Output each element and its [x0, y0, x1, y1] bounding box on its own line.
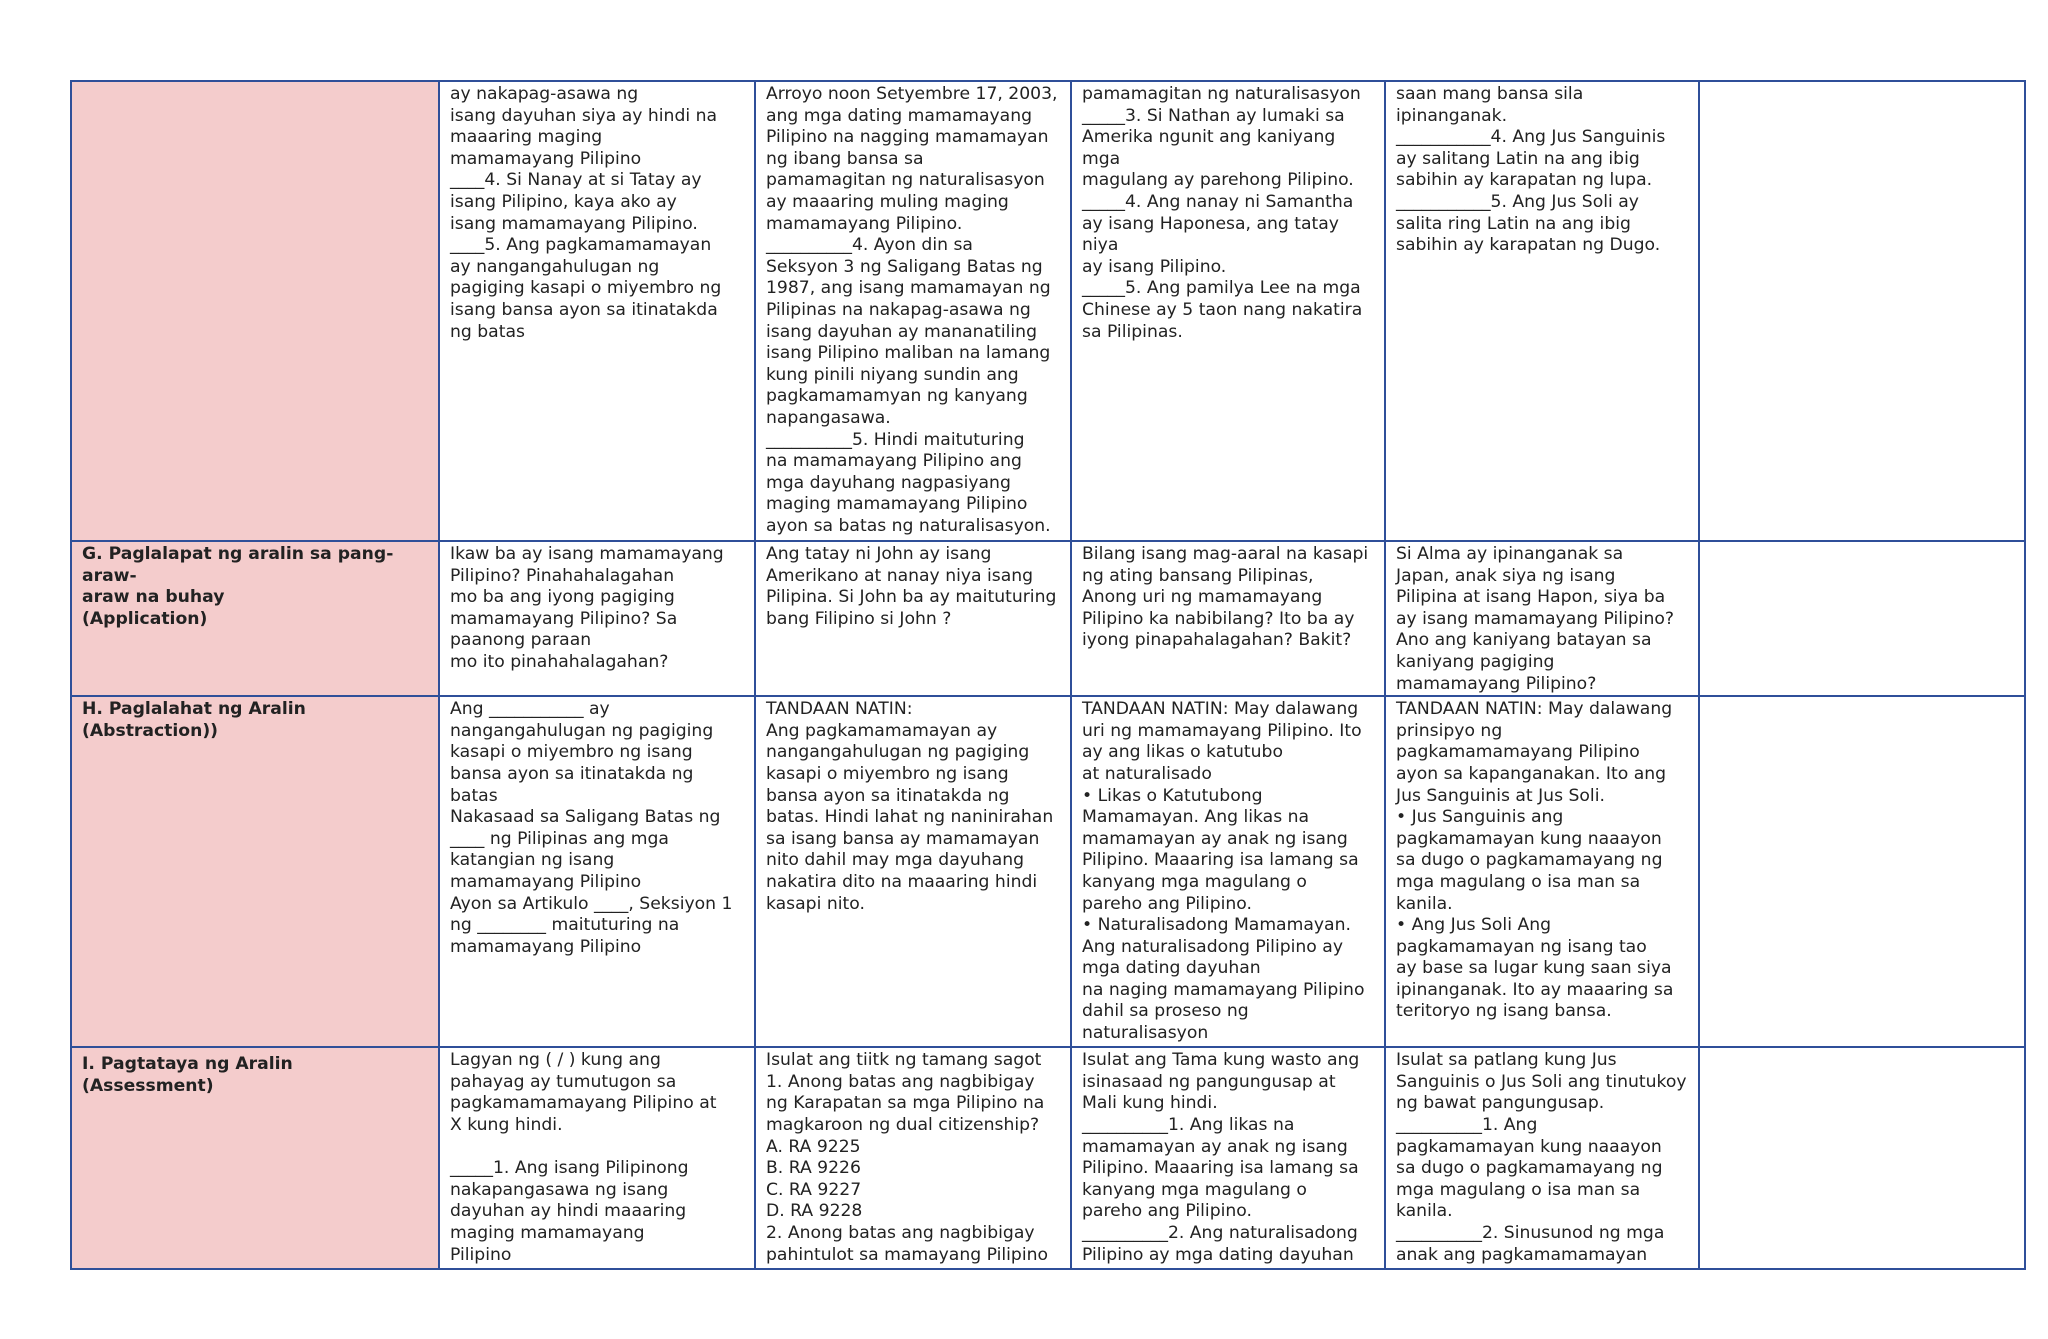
cell-text: TANDAAN NATIN: May dalawang uri ng mamamayang Pilipino. Ito ay ang likas o katutubo at naturalisado • Likas o Katutubong Mamamayan. Ang likas na mamamayan ay anak ng isang Pilipino. Maaaring isa lamang sa kanyang mga magulang o pareho ang Pilipino. • Naturalisadong Mamamayan. Ang naturalisadong Pilipino ay mga dating dayuhan na naging mamamayang Pilipino dahil sa proseso ng naturalisasyon	[1082, 699, 1365, 1044]
table-cell	[1071, 541, 1385, 696]
cell-text: Ikaw ba ay isang mamamayang Pilipino? Pinahahalagahan mo ba ang iyong pagiging mamamayang Pilipino? Sa paanong paraan mo ito pinahahalagahan?	[450, 544, 724, 672]
cell-text: Lagyan ng ( / ) kung ang pahayag ay tumutugon sa pagkamamamayang Pilipino at X kung hindi. _____1. Ang isang Pilipinong nakapangasawa ng isang dayuhan ay hindi maaaring maging mamamayang Pilipino	[450, 1050, 717, 1265]
row-label-application: G. Paglalapat ng aralin sa pang-araw- araw na buhay (Application)	[82, 544, 394, 629]
row-label-cell	[71, 1047, 439, 1269]
table-cell	[1385, 541, 1699, 696]
table-row	[71, 1047, 2025, 1269]
table-cell	[1385, 1047, 1699, 1269]
table-cell	[1071, 1047, 1385, 1269]
cell-text: Ang ___________ ay nangangahulugan ng pagiging kasapi o miyembro ng isang bansa ayon sa itinatakda ng batas Nakasaad sa Saligang Batas ng ____ ng Pilipinas ang mga katangian ng isang mamamayang Pilipino Ayon sa Artikulo ____, Seksiyon 1 ng ________ maituturing na mamamayang Pilipino	[450, 699, 733, 957]
row-label-abstraction: H. Paglalahat ng Aralin (Abstraction))	[82, 699, 306, 741]
table-cell	[1699, 1047, 2025, 1269]
table-cell	[755, 541, 1071, 696]
row-label-cell	[71, 696, 439, 1047]
cell-text: Isulat sa patlang kung Jus Sanguinis o Jus Soli ang tinutukoy ng bawat pangungusap. __________1. Ang pagkamamayan kung naaayon sa dugo o pagkamamayang ng mga magulang o isa man sa kanila. __________2. Sinusunod ng mga anak ang pagkamamamayan	[1396, 1050, 1687, 1265]
cell-text: Isulat ang tiitk ng tamang sagot 1. Anong batas ang nagbibigay ng Karapatan sa mga Pilipino na magkaroon ng dual citizenship? A. RA 9225 B. RA 9226 C. RA 9227 D. RA 9228 2. Anong batas ang nagbibigay pahintulot sa mamayang Pilipino	[766, 1050, 1049, 1265]
table-cell	[1699, 696, 2025, 1047]
lesson-plan-table	[70, 80, 2026, 1270]
table-row	[71, 81, 2025, 541]
table-cell	[1699, 541, 2025, 696]
cell-text: Arroyo noon Setyembre 17, 2003, ang mga dating mamamayang Pilipino na nagging mamamayan ng ibang bansa sa pamamagitan ng naturalisasyon ay maaaring muling maging mamamayang Pilipino. __________4. Ayon din sa Seksyon 3 ng Saligang Batas ng 1987, ang isang mamamayan ng Pilipinas na nakapag-asawa ng isang dayuhan ay mananatiling isang Pilipino maliban na lamang kung pinili niyang sundin ang pagkamamamyan ng kanyang napangasawa. __________5. Hindi maituturing na mamamayang Pilipino ang mga dayuhang nagpasiyang maging mamamayang Pilipino ayon sa batas ng naturalisasyon.	[766, 84, 1058, 536]
table-cell	[1385, 696, 1699, 1047]
table-cell	[439, 541, 755, 696]
cell-text: Ang tatay ni John ay isang Amerikano at nanay niya isang Pilipina. Si John ba ay maituturing bang Filipino si John ?	[766, 544, 1057, 629]
cell-text: Bilang isang mag-aaral na kasapi ng ating bansang Pilipinas, Anong uri ng mamamayang Pilipino ka nabibilang? Ito ba ay iyong pinapahalagahan? Bakit?	[1082, 544, 1369, 651]
table-row	[71, 541, 2025, 696]
table-cell	[1385, 81, 1699, 541]
cell-text: ay nakapag-asawa ng isang dayuhan siya ay hindi na maaaring maging mamamayang Pilipino ____4. Si Nanay at si Tatay ay isang Pilipino, kaya ako ay isang mamamayang Pilipino. ____5. Ang pagkamamamayan ay nangangahulugan ng pagiging kasapi o miyembro ng isang bansa ayon sa itinatakda ng batas	[450, 84, 722, 342]
row-label-cell	[71, 81, 439, 541]
cell-text: TANDAAN NATIN: May dalawang prinsipyo ng pagkamamamayang Pilipino ayon sa kapanganakan. Ito ang Jus Sanguinis at Jus Soli. • Jus Sanguinis ang pagkamamayan kung naaayon sa dugo o pagkamamayang ng mga magulang o isa man sa kanila. • Ang Jus Soli Ang pagkamamayan ng isang tao ay base sa lugar kung saan siya ipinanganak. Ito ay maaaring sa teritoryo ng isang bansa.	[1396, 699, 1674, 1022]
table-cell	[439, 1047, 755, 1269]
row-label-assessment: I. Pagtataya ng Aralin (Assessment)	[82, 1054, 293, 1096]
table-row	[71, 696, 2025, 1047]
table-cell	[1699, 81, 2025, 541]
table-cell	[755, 81, 1071, 541]
table-cell	[755, 696, 1071, 1047]
table-cell	[439, 81, 755, 541]
cell-text: TANDAAN NATIN: Ang pagkamamamayan ay nangangahulugan ng pagiging kasapi o miyembro ng isang bansa ayon sa itinatakda ng batas. Hindi lahat ng naninirahan sa isang bansa ay mamamayan nito dahil may mga dayuhang nakatira dito na maaaring hindi kasapi nito.	[766, 699, 1054, 914]
table-cell	[755, 1047, 1071, 1269]
cell-text: saan mang bansa sila ipinanganak. ___________4. Ang Jus Sanguinis ay salitang Latin na ang ibig sabihin ay karapatan ng lupa. ___________5. Ang Jus Soli ay salita ring Latin na ang ibig sabihin ay karapatan ng Dugo.	[1396, 84, 1666, 256]
table-cell	[439, 696, 755, 1047]
table-cell	[1071, 81, 1385, 541]
cell-text: Isulat ang Tama kung wasto ang isinasaad ng pangungusap at Mali kung hindi. __________1. Ang likas na mamamayan ay anak ng isang Pilipino. Maaaring isa lamang sa kanyang mga magulang o pareho ang Pilipino. __________2. Ang naturalisadong Pilipino ay mga dating dayuhan	[1082, 1050, 1360, 1265]
cell-text: pamamagitan ng naturalisasyon _____3. Si Nathan ay lumaki sa Amerika ngunit ang kaniyang mga magulang ay parehong Pilipino. _____4. Ang nanay ni Samantha ay isang Haponesa, ang tatay niya ay isang Pilipino. _____5. Ang pamilya Lee na mga Chinese ay 5 taon nang nakatira sa Pilipinas.	[1082, 84, 1363, 342]
row-label-cell	[71, 541, 439, 696]
table-cell	[1071, 696, 1385, 1047]
cell-text: Si Alma ay ipinanganak sa Japan, anak siya ng isang Pilipina at isang Hapon, siya ba ay isang mamamayang Pilipino? Ano ang kaniyang batayan sa kaniyang pagiging mamamayang Pilipino?	[1396, 544, 1675, 694]
